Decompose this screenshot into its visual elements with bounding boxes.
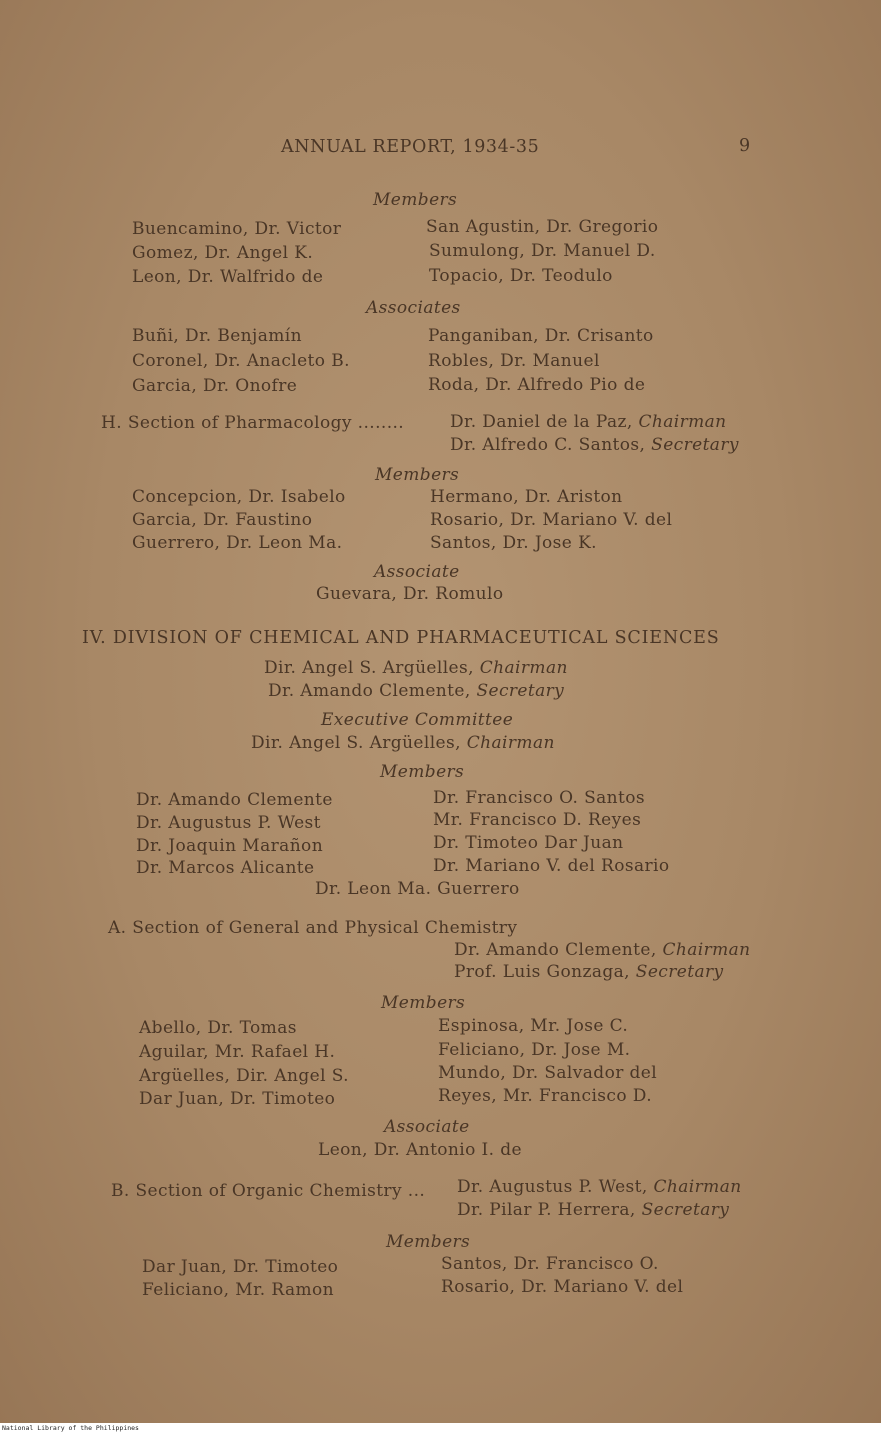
secretary-name: Dr. Alfredo C. Santos, (450, 435, 646, 455)
member-name: Dr. Amando Clemente (136, 790, 333, 810)
member-name: Sumulong, Dr. Manuel D. (429, 241, 656, 261)
page-number: 9 (739, 136, 751, 156)
chairman-name: Dr. Amando Clemente, (454, 940, 657, 960)
associate-heading: Associate (374, 562, 460, 582)
secretary-name: Prof. Luis Gonzaga, (454, 962, 630, 982)
associate-name: Robles, Dr. Manuel (428, 351, 600, 371)
chairman-line (264, 658, 568, 678)
chairman-role: Chairman (479, 658, 568, 678)
member-name: Feliciano, Dr. Jose M. (438, 1040, 631, 1060)
secretary-role: Secretary (651, 435, 739, 455)
member-name: Argüelles, Dir. Angel S. (139, 1066, 349, 1086)
chairman-name: Dir. Angel S. Argüelles, (251, 733, 461, 753)
secretary-role: Secretary (635, 962, 724, 982)
footer-credit: National Library of the Philippines (0, 1423, 881, 1433)
member-name: Rosario, Dr. Mariano V. del (441, 1277, 684, 1297)
associate-name: Guevara, Dr. Romulo (316, 584, 504, 604)
section-title: H. Section of Pharmacology ........ (101, 413, 405, 433)
secretary-name: Dr. Pilar P. Herrera, (457, 1200, 636, 1220)
associate-name: Panganiban, Dr. Crisanto (428, 326, 654, 346)
member-name: Buencamino, Dr. Victor (132, 219, 342, 239)
chairman-role: Chairman (653, 1177, 742, 1197)
division-title: IV. DIVISION OF CHEMICAL AND PHARMACEUTICAL SCIENCES (82, 628, 720, 648)
members-heading: Members (373, 190, 458, 210)
chairman-line (450, 412, 727, 432)
chairman-role: Chairman (638, 412, 727, 432)
member-name: Espinosa, Mr. Jose C. (438, 1016, 629, 1036)
associate-name: Buñi, Dr. Benjamín (132, 326, 302, 346)
member-name: Dr. Timoteo Dar Juan (433, 833, 624, 853)
associates-heading: Associates (366, 298, 461, 318)
secretary-name: Dr. Amando Clemente, (268, 681, 471, 701)
secretary-line (268, 681, 564, 701)
member-name: Hermano, Dr. Ariston (430, 487, 623, 507)
secretary-line (457, 1200, 729, 1220)
member-name: Dar Juan, Dr. Timoteo (142, 1257, 339, 1277)
member-name: Rosario, Dr. Mariano V. del (430, 510, 673, 530)
member-name: Dar Juan, Dr. Timoteo (139, 1089, 336, 1109)
chairman-line (454, 940, 751, 960)
member-name: Guerrero, Dr. Leon Ma. (132, 533, 343, 553)
chairman-role: Chairman (466, 733, 555, 753)
associate-heading: Associate (384, 1117, 470, 1137)
associate-name: Leon, Dr. Antonio I. de (318, 1140, 523, 1160)
member-name: Dr. Joaquin Marañon (136, 836, 324, 856)
member-name: Mr. Francisco D. Reyes (433, 810, 642, 830)
member-name: Dr. Francisco O. Santos (433, 788, 646, 808)
section-title: A. Section of General and Physical Chemistry (108, 918, 518, 938)
member-name: Leon, Dr. Walfrido de (132, 267, 324, 287)
member-name: Feliciano, Mr. Ramon (142, 1280, 334, 1300)
members-heading: Members (386, 1232, 471, 1252)
chairman-role: Chairman (662, 940, 751, 960)
member-name: Garcia, Dr. Faustino (132, 510, 313, 530)
secretary-role: Secretary (641, 1200, 730, 1220)
associate-name: Garcia, Dr. Onofre (132, 376, 298, 396)
member-name: Concepcion, Dr. Isabelo (132, 487, 346, 507)
member-name: Dr. Mariano V. del Rosario (433, 856, 670, 876)
member-name: Aguilar, Mr. Rafael H. (139, 1042, 336, 1062)
executive-committee-heading: Executive Committee (321, 710, 514, 730)
member-name: Mundo, Dr. Salvador del (438, 1063, 658, 1083)
member-name: Topacio, Dr. Teodulo (429, 266, 613, 286)
members-heading: Members (380, 762, 465, 782)
members-heading: Members (381, 993, 466, 1013)
member-name: San Agustin, Dr. Gregorio (426, 217, 659, 237)
member-name: Dr. Leon Ma. Guerrero (315, 879, 520, 899)
member-name: Santos, Dr. Jose K. (430, 533, 597, 553)
member-name: Santos, Dr. Francisco O. (441, 1254, 659, 1274)
secretary-line (450, 435, 739, 455)
section-title: B. Section of Organic Chemistry ... (111, 1181, 426, 1201)
chairman-name: Dr. Augustus P. West, (457, 1177, 648, 1197)
exec-chairman-line (251, 733, 555, 753)
associate-name: Roda, Dr. Alfredo Pio de (428, 375, 646, 395)
secretary-role: Secretary (476, 681, 565, 701)
member-name: Gomez, Dr. Angel K. (132, 243, 314, 263)
members-heading: Members (375, 465, 460, 485)
member-name: Abello, Dr. Tomas (139, 1018, 297, 1038)
chairman-name: Dir. Angel S. Argüelles, (264, 658, 474, 678)
secretary-line (454, 962, 724, 982)
member-name: Dr. Marcos Alicante (136, 858, 315, 878)
member-name: Reyes, Mr. Francisco D. (438, 1086, 653, 1106)
member-name: Dr. Augustus P. West (136, 813, 321, 833)
chairman-line (457, 1177, 742, 1197)
associate-name: Coronel, Dr. Anacleto B. (132, 351, 350, 371)
page-title: ANNUAL REPORT, 1934-35 (281, 137, 540, 157)
chairman-name: Dr. Daniel de la Paz, (450, 412, 633, 432)
